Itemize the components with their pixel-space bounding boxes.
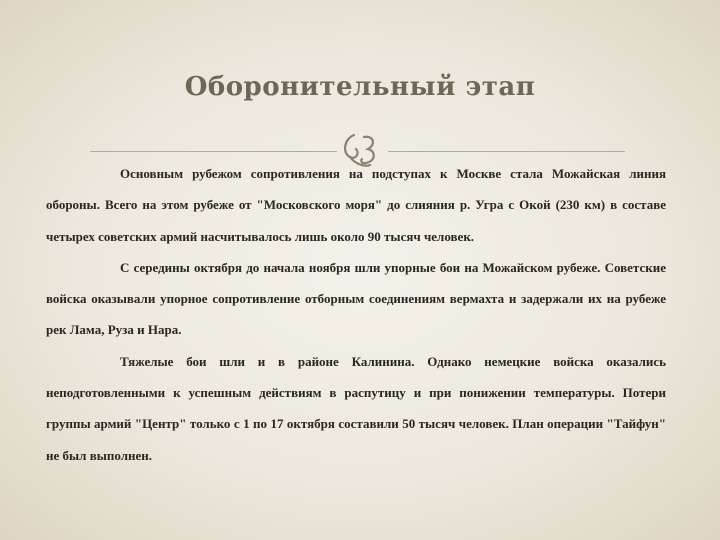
paragraph-1: Основным рубежом сопротивления на подступах к Москве стала Можайская линия обороны. Всего на этом рубеже от "Московского моря" до слияния р. Угра с Окой (230 км) в составе четырех советских армий насчитывалось лишь около 90 тысяч человек. [46,166,666,244]
divider-right [388,151,625,152]
paragraph-3: Тяжелые бои шли и в районе Калинина. Однако немецкие войска оказались неподготовленными к успешным действиям в распутицу и при понижении температуры. Потери группы армий "Центр" только с 1 по 17 октября составили 50 тысяч человек. План операции "Тайфун" не был выполнен. [46,353,666,463]
divider-left [90,151,337,152]
slide-title: Оборонительный этап [184,72,536,102]
paragraph-2: С середины октября до начала ноября шли упорные бои на Можайском рубеже. Советские войска оказывали упорное сопротивление отборным соединениям вермахта и задержали их на рубеже рек Лама, Руза и Нара. [46,259,666,338]
body-text [46,158,666,471]
